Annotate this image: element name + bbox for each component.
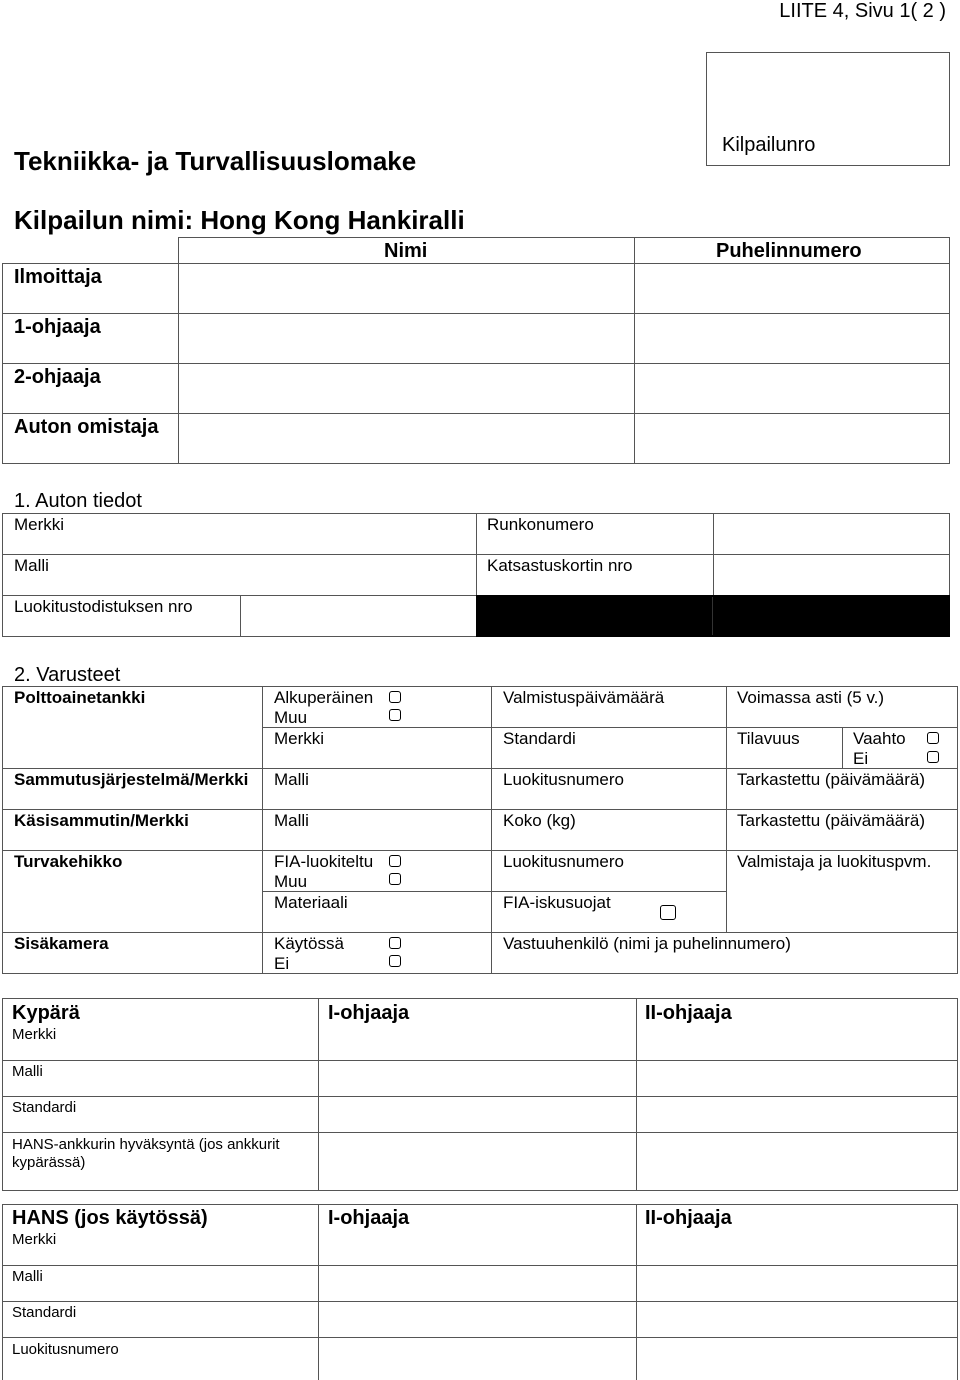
responsible-label: Vastuuhenkilö (nimi ja puhelinnumero) [503,934,791,953]
row-label-driver1: 1-ohjaaja [14,316,101,338]
cage-other-label: Muu [274,872,308,891]
original-checkbox[interactable] [389,691,401,703]
system-inspected-label: Tarkastettu (päivämäärä) [737,770,926,789]
car-inspection: Katsastuskortin nro [487,556,633,575]
other-label: Muu [274,708,308,727]
onboard-camera-label: Sisäkamera [14,934,109,953]
page-label: LIITE 4, Sivu 1( 2 ) [779,0,946,22]
hans-model: Malli [12,1268,43,1285]
maker-date-label: Valmistaja ja luokituspvm. [737,852,932,871]
cage-class-number-label: Luokitusnumero [503,852,624,871]
helmet-make: Merkki [12,1026,57,1043]
system-class-number-label: Luokitusnumero [503,770,624,789]
competition-number-label: Kilpailunro [722,134,816,156]
fuel-tank-label: Polttoainetankki [14,688,146,707]
size-label: Koko (kg) [503,811,576,830]
hans-heading: HANS (jos käytössä) [12,1207,208,1229]
row-label-entrant: Ilmoittaja [14,266,102,288]
row-label-driver2: 2-ohjaaja [14,366,101,388]
camera-no-label: Ei [274,954,290,973]
extinguisher-model-label: Malli [274,811,309,830]
standard-label: Standardi [503,729,576,748]
helmet-driver2: II-ohjaaja [645,1002,732,1024]
in-use-label: Käytössä [274,934,344,953]
hans-class-number: Luokitusnumero [12,1341,119,1358]
material-label: Materiaali [274,893,348,912]
volume-label: Tilavuus [737,729,800,748]
in-use-checkbox[interactable] [389,937,401,949]
fia-classified-label: FIA-luokiteltu [274,852,374,871]
car-chassis: Runkonumero [487,515,594,534]
foam-no-label: Ei [853,749,869,768]
fia-padding-checkbox[interactable] [660,905,676,920]
other-checkbox[interactable] [389,709,401,721]
tank-make-label: Merkki [274,729,325,748]
hans-driver2: II-ohjaaja [645,1207,732,1229]
cage-other-checkbox[interactable] [389,873,401,885]
helmet-standard: Standardi [12,1099,77,1116]
car-model: Malli [14,556,49,575]
foam-no-checkbox[interactable] [927,751,939,763]
row-label-owner: Auton omistaja [14,416,159,438]
camera-no-checkbox[interactable] [389,955,401,967]
helmet-heading: Kypärä [12,1002,80,1024]
original-label: Alkuperäinen [274,688,374,707]
helmet-model: Malli [12,1063,43,1080]
car-classification: Luokitustodistuksen nro [14,597,193,616]
foam-label: Vaahto [853,729,906,748]
competition-name: Kilpailun nimi: Hong Kong Hankiralli [14,205,465,235]
valid-until-label: Voimassa asti (5 v.) [737,688,885,707]
helmet-hans-approval: HANS-ankkurin hyväksyntä (jos ankkurit kypärässä) [12,1136,280,1171]
car-section-heading: 1. Auton tiedot [14,490,142,512]
mfg-date-label: Valmistuspäivämäärä [503,688,665,707]
fia-classified-checkbox[interactable] [389,855,401,867]
extinguishing-system-label: Sammutusjärjestelmä/Merkki [14,770,249,789]
hand-extinguisher-label: Käsisammutin/Merkki [14,811,189,830]
extinguisher-inspected-label: Tarkastettu (päivämäärä) [737,811,926,830]
fia-padding-label: FIA-iskusuojat [503,893,611,912]
foam-checkbox[interactable] [927,732,939,744]
col-name: Nimi [384,240,428,262]
page-title: Tekniikka- ja Turvallisuuslomake [14,146,417,176]
system-model-label: Malli [274,770,309,789]
col-phone: Puhelinnumero [716,240,862,262]
car-make: Merkki [14,515,65,534]
roll-cage-label: Turvakehikko [14,852,123,871]
equipment-section-heading: 2. Varusteet [14,664,121,686]
helmet-driver1: I-ohjaaja [328,1002,410,1024]
hans-standard: Standardi [12,1304,77,1321]
hans-driver1: I-ohjaaja [328,1207,410,1229]
hans-make: Merkki [12,1231,57,1248]
